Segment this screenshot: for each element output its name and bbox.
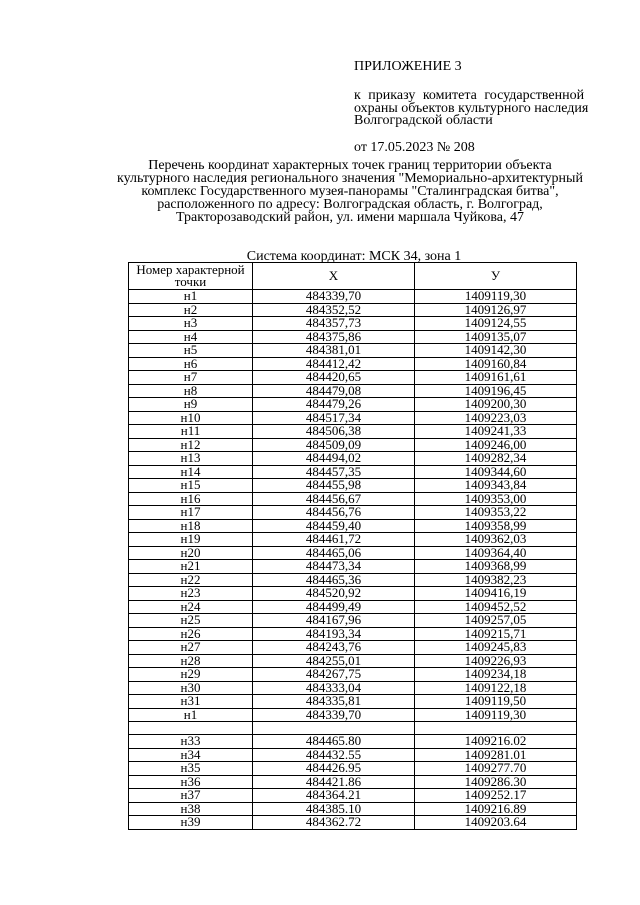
cell-x: 484335,81 [253, 695, 415, 709]
cell-point-number: н2 [129, 303, 253, 317]
cell-y: 1409216.02 [415, 735, 577, 749]
cell-x: 484255,01 [253, 654, 415, 668]
cell-y: 1409353,22 [415, 506, 577, 520]
table-row [129, 641, 577, 655]
cell-point-number: н12 [129, 438, 253, 452]
cell-x: 484412,42 [253, 357, 415, 371]
cell-point-number: н13 [129, 452, 253, 466]
cell-y: 1409452,52 [415, 600, 577, 614]
cell-point-number: н24 [129, 600, 253, 614]
cell-x: 484243,76 [253, 641, 415, 655]
cell-y: 1409277.70 [415, 762, 577, 776]
cell-x: 484506,38 [253, 425, 415, 439]
cell-point-number: н18 [129, 519, 253, 533]
cell-x: 484465,06 [253, 546, 415, 560]
cell-x: 484499,49 [253, 600, 415, 614]
table-row [129, 614, 577, 628]
title-line-2: культурного наследия регионального значения "Мемориально-архитектурный [117, 171, 583, 186]
cell-y: 1409353,00 [415, 492, 577, 506]
header-y: У [415, 263, 577, 290]
cell-y: 1409223,03 [415, 411, 577, 425]
cell-x: 484479,08 [253, 384, 415, 398]
cell-y: 1409241,33 [415, 425, 577, 439]
table-row [129, 371, 577, 385]
cell-y: 1409257,05 [415, 614, 577, 628]
cell-point-number: н31 [129, 695, 253, 709]
cell-point-number: н30 [129, 681, 253, 695]
cell-y: 1409122,18 [415, 681, 577, 695]
table-row [129, 735, 577, 749]
cell-y: 1409200,30 [415, 398, 577, 412]
order-date: от 17.05.2023 № 208 [354, 140, 475, 155]
cell-y: 1409286.30 [415, 775, 577, 789]
cell-y: 1409119,50 [415, 695, 577, 709]
cell-y: 1409216.89 [415, 802, 577, 816]
cell-x: 484457,35 [253, 465, 415, 479]
header-point-number: Номер характерной точки [129, 263, 253, 290]
cell-y: 1409215,71 [415, 627, 577, 641]
table-row [129, 816, 577, 830]
cell-point-number: н27 [129, 641, 253, 655]
cell-point-number: н35 [129, 762, 253, 776]
cell-point-number: н8 [129, 384, 253, 398]
cell-x: 484517,34 [253, 411, 415, 425]
cell-point-number: н1 [129, 708, 253, 722]
cell-y: 1409358,99 [415, 519, 577, 533]
cell-x: 484455,98 [253, 479, 415, 493]
cell-x: 484494,02 [253, 452, 415, 466]
cell-x: 484456,76 [253, 506, 415, 520]
table-row [129, 344, 577, 358]
cell-point-number: н33 [129, 735, 253, 749]
cell-y: 1409234,18 [415, 668, 577, 682]
table-row [129, 560, 577, 574]
order-line-2: охраны объектов культурного наследия [354, 101, 589, 116]
table-row [129, 695, 577, 709]
cell-point-number: н3 [129, 317, 253, 331]
cell-x: 484465,36 [253, 573, 415, 587]
cell-y: 1409364,40 [415, 546, 577, 560]
cell-y: 1409161,61 [415, 371, 577, 385]
cell-point-number: н29 [129, 668, 253, 682]
cell-y: 1409119,30 [415, 708, 577, 722]
cell-x: 484420,65 [253, 371, 415, 385]
cell-point-number: н16 [129, 492, 253, 506]
cell-point-number: н21 [129, 560, 253, 574]
table-row [129, 533, 577, 547]
cell-point-number: н28 [129, 654, 253, 668]
table-row [129, 506, 577, 520]
table-row [129, 290, 577, 304]
cell-point-number: н10 [129, 411, 253, 425]
table-row [129, 479, 577, 493]
cell-x: 484421.86 [253, 775, 415, 789]
cell-point-number: н36 [129, 775, 253, 789]
cell-point-number: н9 [129, 398, 253, 412]
cell-y: 1409245,83 [415, 641, 577, 655]
title-line-1: Перечень координат характерных точек границ территории объекта [148, 158, 552, 173]
cell-y: 1409126,97 [415, 303, 577, 317]
cell-point-number: н38 [129, 802, 253, 816]
cell-x: 484385.10 [253, 802, 415, 816]
cell-y: 1409135,07 [415, 330, 577, 344]
cell-x: 484461,72 [253, 533, 415, 547]
cell-y: 1409246,00 [415, 438, 577, 452]
cell-x: 484509,09 [253, 438, 415, 452]
appendix-title: ПРИЛОЖЕНИЕ 3 [354, 59, 462, 74]
table-row [129, 425, 577, 439]
cell-y: 1409382,23 [415, 573, 577, 587]
cell-y: 1409203.64 [415, 816, 577, 830]
cell-x: 484364.21 [253, 789, 415, 803]
cell-y: 1409252.17 [415, 789, 577, 803]
cell-x: 484426.95 [253, 762, 415, 776]
cell-y: 1409362,03 [415, 533, 577, 547]
cell-x: 484167,96 [253, 614, 415, 628]
cell-x: 484432.55 [253, 748, 415, 762]
cell-y: 1409119,30 [415, 290, 577, 304]
cell-y: 1409416,19 [415, 587, 577, 601]
cell-y: 1409281.01 [415, 748, 577, 762]
table-row [129, 789, 577, 803]
cell-point-number: н37 [129, 789, 253, 803]
cell-x: 484357,73 [253, 317, 415, 331]
cell-point-number: н22 [129, 573, 253, 587]
cell-y: 1409196,45 [415, 384, 577, 398]
cell-y: 1409368,99 [415, 560, 577, 574]
cell-point-number: н15 [129, 479, 253, 493]
cell-x: 484456,67 [253, 492, 415, 506]
cell-point-number: н4 [129, 330, 253, 344]
table-row [129, 317, 577, 331]
cell-point-number: н5 [129, 344, 253, 358]
table-row [129, 587, 577, 601]
table-row [129, 668, 577, 682]
cell-point-number: н19 [129, 533, 253, 547]
cell-point-number: н11 [129, 425, 253, 439]
cell-x: 484339,70 [253, 708, 415, 722]
cell-y: 1409343,84 [415, 479, 577, 493]
cell-x: 484362.72 [253, 816, 415, 830]
cell-point-number: н1 [129, 290, 253, 304]
table-row [129, 708, 577, 722]
header-x: X [253, 263, 415, 290]
cell-point-number: н14 [129, 465, 253, 479]
cell-y: 1409226,93 [415, 654, 577, 668]
cell-point-number: н26 [129, 627, 253, 641]
cell-x: 484465.80 [253, 735, 415, 749]
coordinate-system-label: Система координат: МСК 34, зона 1 [246, 249, 462, 264]
title-line-3: комплекс Государственного музея-панорамы "Сталинградская битва", [141, 184, 559, 199]
coordinates-table [128, 262, 577, 830]
cell-point-number: н6 [129, 357, 253, 371]
cell-x: 484267,75 [253, 668, 415, 682]
cell-point-number: н39 [129, 816, 253, 830]
cell-x: 484339,70 [253, 290, 415, 304]
cell-x: 484520,92 [253, 587, 415, 601]
cell-point-number: н23 [129, 587, 253, 601]
cell-x: 484333,04 [253, 681, 415, 695]
cell-x: 484375,86 [253, 330, 415, 344]
cell-x: 484193,34 [253, 627, 415, 641]
cell-x: 484352,52 [253, 303, 415, 317]
cell-point-number: н20 [129, 546, 253, 560]
cell-x: 484381,01 [253, 344, 415, 358]
title-line-5: Тракторозаводский район, ул. имени маршала Чуйкова, 47 [176, 210, 524, 225]
cell-point-number: н34 [129, 748, 253, 762]
cell-y: 1409282,34 [415, 452, 577, 466]
title-line-4: расположенного по адресу: Волгоградская область, г. Волгоград, [157, 197, 543, 212]
cell-x: 484473,34 [253, 560, 415, 574]
cell-x: 484459,40 [253, 519, 415, 533]
cell-y: 1409344,60 [415, 465, 577, 479]
document-title [90, 159, 610, 224]
cell-point-number: н7 [129, 371, 253, 385]
order-line-1: к приказу комитета государственной [354, 88, 585, 103]
table-header-row [129, 263, 577, 290]
cell-x: 484479,26 [253, 398, 415, 412]
cell-y: 1409142,30 [415, 344, 577, 358]
cell-point-number: н25 [129, 614, 253, 628]
table-row [129, 762, 577, 776]
cell-point-number: н17 [129, 506, 253, 520]
table-row [129, 452, 577, 466]
cell-y: 1409160,84 [415, 357, 577, 371]
table-row [129, 398, 577, 412]
cell-y: 1409124,55 [415, 317, 577, 331]
order-line-3: Волгоградской области [354, 113, 493, 128]
